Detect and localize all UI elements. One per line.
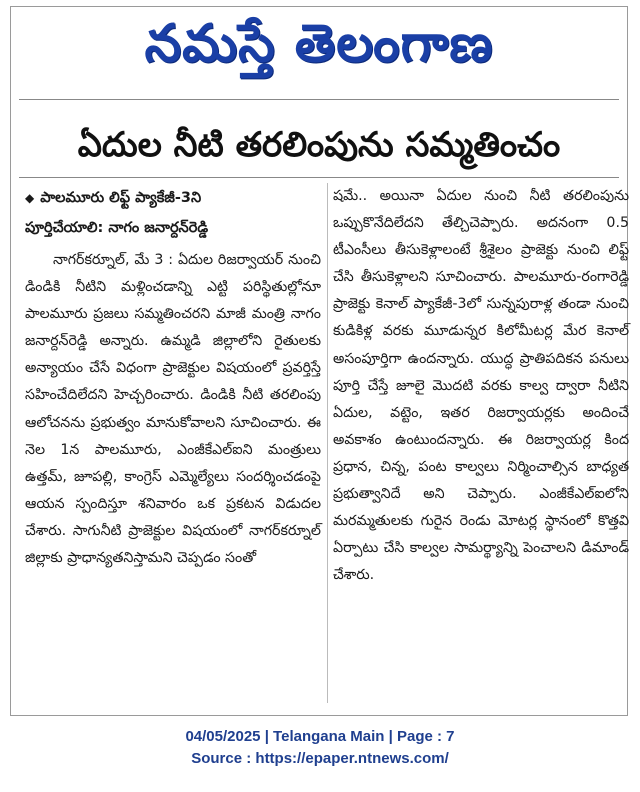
article-subhead (25, 183, 321, 243)
article-body-left: నాగర్‌కర్నూల్, మే 3 : ఏదుల రిజర్వాయర్ నుంచి డిండికి నీటిని మళ్లించడాన్ని ఎట్టి పరిస్థితుల్లోనూ పాలమూరు ప్రజలు సమ్మతించరని మాజీ మంత్రి నాగం జనార్దన్‌రెడ్డి అన్నారు. ఉమ్మడి జిల్లాలోని రైతులకు అన్యాయం చేసే విధంగా ప్రాజెక్టుల విషయంలో ప్రవర్తిస్తే సహించేదిలేదని హెచ్చరించారు. డిండికి నీటి తరలింపు ఆలోచనను ప్రభుత్వం మానుకోవాలని సూచించారు. ఈ నెల 1న పాలమూరు, ఎంజీకేఎల్‌ఐని మంత్రులు ఉత్తమ్, జూపల్లి, కాంగ్రెస్ ఎమ్మెల్యేలు సందర్శించడంపై ఆయన స్పందిస్తూ శనివారం ఒక ప్రకటన విడుదల చేశారు. సాగునీటి ప్రాజెక్టుల విషయంలో నాగర్‌కర్నూల్ జిల్లాకు ప్రాధాన్యతనిస్తామని చెప్పడం సంతో (25, 252, 326, 567)
bullet-icon: ◆ (25, 191, 35, 205)
edition-info: 04/05/2025 | Telangana Main | Page : 7 (185, 728, 455, 745)
subhead-line-2: పూర్తిచేయాలి: నాగం జనార్దన్‌రెడ్డి (25, 220, 209, 236)
headline-divider (19, 177, 619, 178)
article-column-right (333, 183, 634, 589)
source-link[interactable]: Source : https://epaper.ntnews.com/ (191, 750, 449, 767)
newspaper-clipping (10, 6, 634, 716)
article-column-left (25, 183, 326, 572)
column-divider (327, 183, 328, 703)
masthead-divider (19, 99, 619, 100)
source-footer (0, 726, 640, 770)
subhead-line-1: పాలమూరు లిఫ్ట్ ప్యాకేజీ-3ని (40, 190, 202, 206)
article-headline: ఏదుల నీటి తరలింపును సమ్మతించం (77, 125, 561, 165)
newspaper-masthead: నమస్తే తెలంగాణ (144, 14, 494, 74)
article-body-right: షమే.. అయినా ఏదుల నుంచి నీటి తరలింపును ఒప్పుకొనేదిలేదని తేల్చిచెప్పారు. అదనంగా 0.5 టీఎంసీలు తీసుకెళ్లాలంటే శ్రీశైలం ప్రాజెక్టు నుంచి లిఫ్ట్ చేసి తీసుకెళ్లాలని సూచించారు. పాలమూరు-రంగారెడ్డి ప్రాజెక్టు కెనాల్ ప్యాకేజీ-3లో సున్నపురాళ్ల తండా నుంచి కుడికిళ్ల వరకు మూడున్నర కిలోమీటర్ల మేర కెనాల్ అసంపూర్తిగా ఉందన్నారు. యుద్ధ ప్రాతిపదికన పనులు పూర్తి చేస్తే జూలై మొదటి వరకు కాల్వ ద్వారా నీటిని ఏదుల, వట్టెం, ఇతర రిజర్వాయర్లకు అందించే అవకాశం ఉంటుందన్నారు. ఈ రిజర్వాయర్ల కింద ప్రధాన, చిన్న, పంట కాల్వలు నిర్మించాల్సిన బాధ్యత ప్రభుత్వానిదే అని చెప్పారు. ఎంజీకేఎల్‌ఐలోని మరమ్మతులకు గురైన రెండు మోటర్ల స్థానంలో కొత్తవి ఏర్పాటు చేసి కాల్వల సామర్థ్యాన్ని పెంచాలని డిమాండ్ చేశారు. (333, 188, 634, 584)
